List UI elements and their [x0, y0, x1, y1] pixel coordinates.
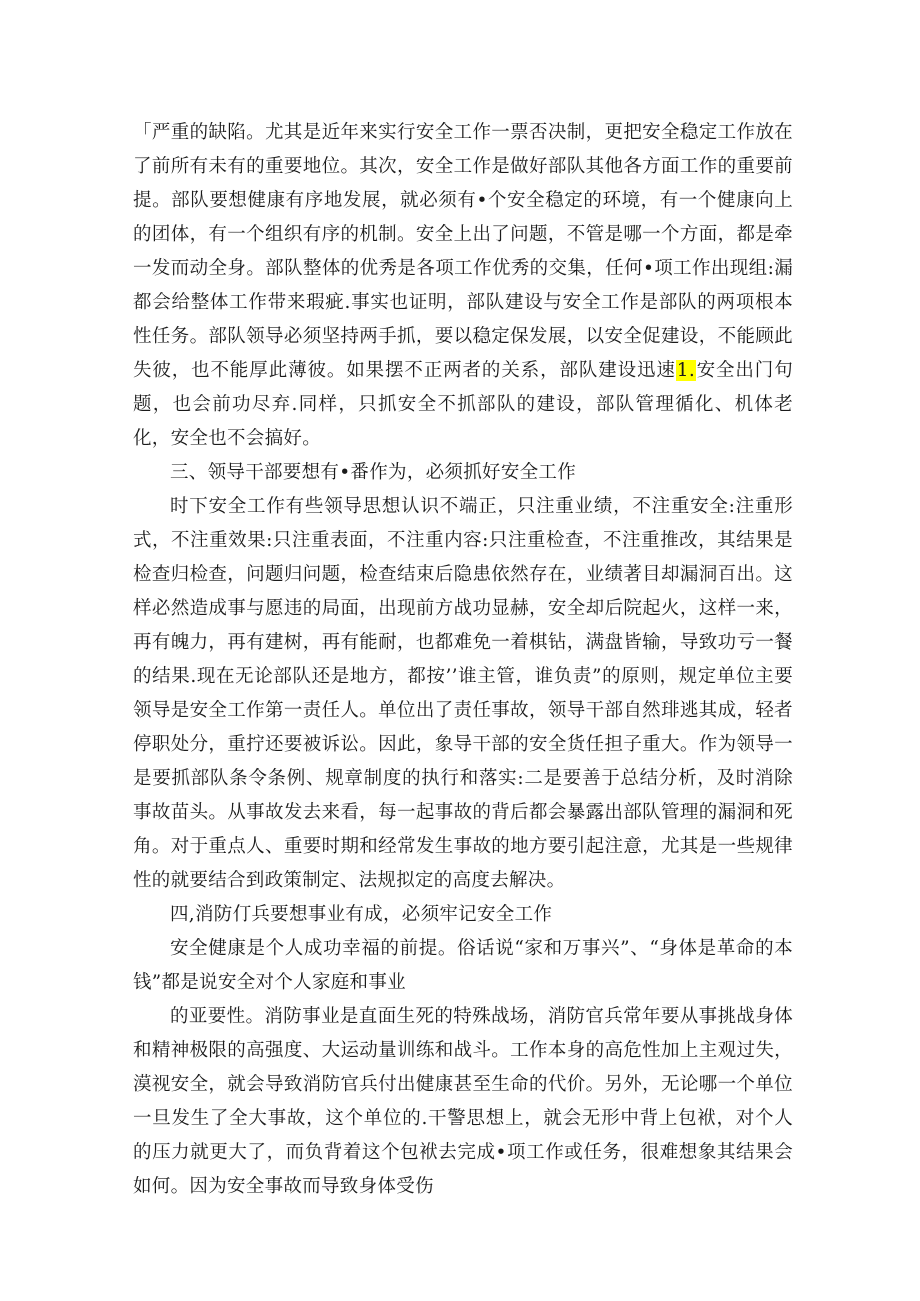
- section-heading-3: 三、领导干部要想有•番作为，必须抓好安全工作: [170, 462, 577, 483]
- paragraph-health: 安全健康是个人成功幸福的前提。俗话说“家和万事兴”、“身体是革命的本钱”都是说安全对个人家庭和事业: [133, 938, 793, 993]
- paragraph-leadership: 时下安全工作有些领导思想认识不端正，只注重业绩，不注重安全:注重形式，不注重效果:只注重表面，不注重内容:只注重检查，不注重推改，其结果是检查归检查，问题归问题，检查结束后隐患依然存在，业绩著目却漏洞百出。这样必然造成事与愿违的局面，出现前方战功显赫，安全却后院起火，这样一来，再有魄力，再有建树，再有能耐，也都难免一着棋钻，满盘皆输，导致功亏一餐的结果.现在无论部队还是地方，都按’’谁主管，谁负责”的原则，规定单位主要领导是安全工作第一责任人。单位出了责任事故，领导干部自然琲逃其成，轻者停职处分，重拧还要被诉讼。因此，象导干部的安全货任担子重大。作为领导一是要抓部队条令条例、规章制度的执行和落实:二是要善于总结分析，及时消除事故苗头。从事故发去来看，每一起事故的背后都会暴露出部队管理的漏洞和死角。对于重点人、重要时期和经常发生事故的地方要引起注意，尤其是一些规律性的就要结合到政策制定、法规拟定的高度去解决。: [133, 496, 793, 891]
- highlighted-number: 1.: [676, 360, 696, 381]
- section-heading-4: 四,消防仃兵要想事业有成，必须牢记安全工作: [170, 904, 553, 925]
- document-body: [133, 116, 793, 1204]
- paragraph-safety-importance: [133, 116, 793, 456]
- paragraph-text: 安全出门句题，也会前功尽弃.同样，只抓安全不抓部队的建设，部队管理循化、机体老化，安全也不会搞好。: [133, 360, 793, 449]
- paragraph-firefighters: 的亚要性。消防事业是直面生死的特殊战场，消防官兵常年要从事挑战身体和精神极限的高强度、大运动量训练和战斗。工作本身的高危性加上主观过失，漠视安全，就会导致消防官兵付出健康甚至生命的代价。另外，无论哪一个单位一旦发生了全大事故，这个单位的.干警思想上，就会无形中背上包袱，对个人的压力就更大了，而负背着这个包袱去完成•项工作或任务，很难想象其结果会如何。因为安全事故而导致身体受伤: [133, 1006, 793, 1197]
- paragraph-text: 「严重的缺陷。尤其是近年来实行安全工作一票否决制，更把安全稳定工作放在了前所有未有的重要地位。其次，安全工作是做好部队其他各方面工作的重要前提。部队要想健康有序地发展，就必须有•个安全稳定的环境，有一个健康向上的团体，有一个组织有序的机制。安全上出了问题，不管是哪一个方面，都是牵一发而动全身。部队整体的优秀是各项工作优秀的交集，任何•项工作出现组:漏都会给整体工作带来瑕疵.事实也证明，部队建设与安全工作是部队的两项根本性任务。部队领导必须坚持两手抓，要以稳定保发展，以安全促建设，不能顾此失彼，也不能厚此薄彼。如果摆不正两者的关系，部队建设迅速: [133, 122, 793, 381]
